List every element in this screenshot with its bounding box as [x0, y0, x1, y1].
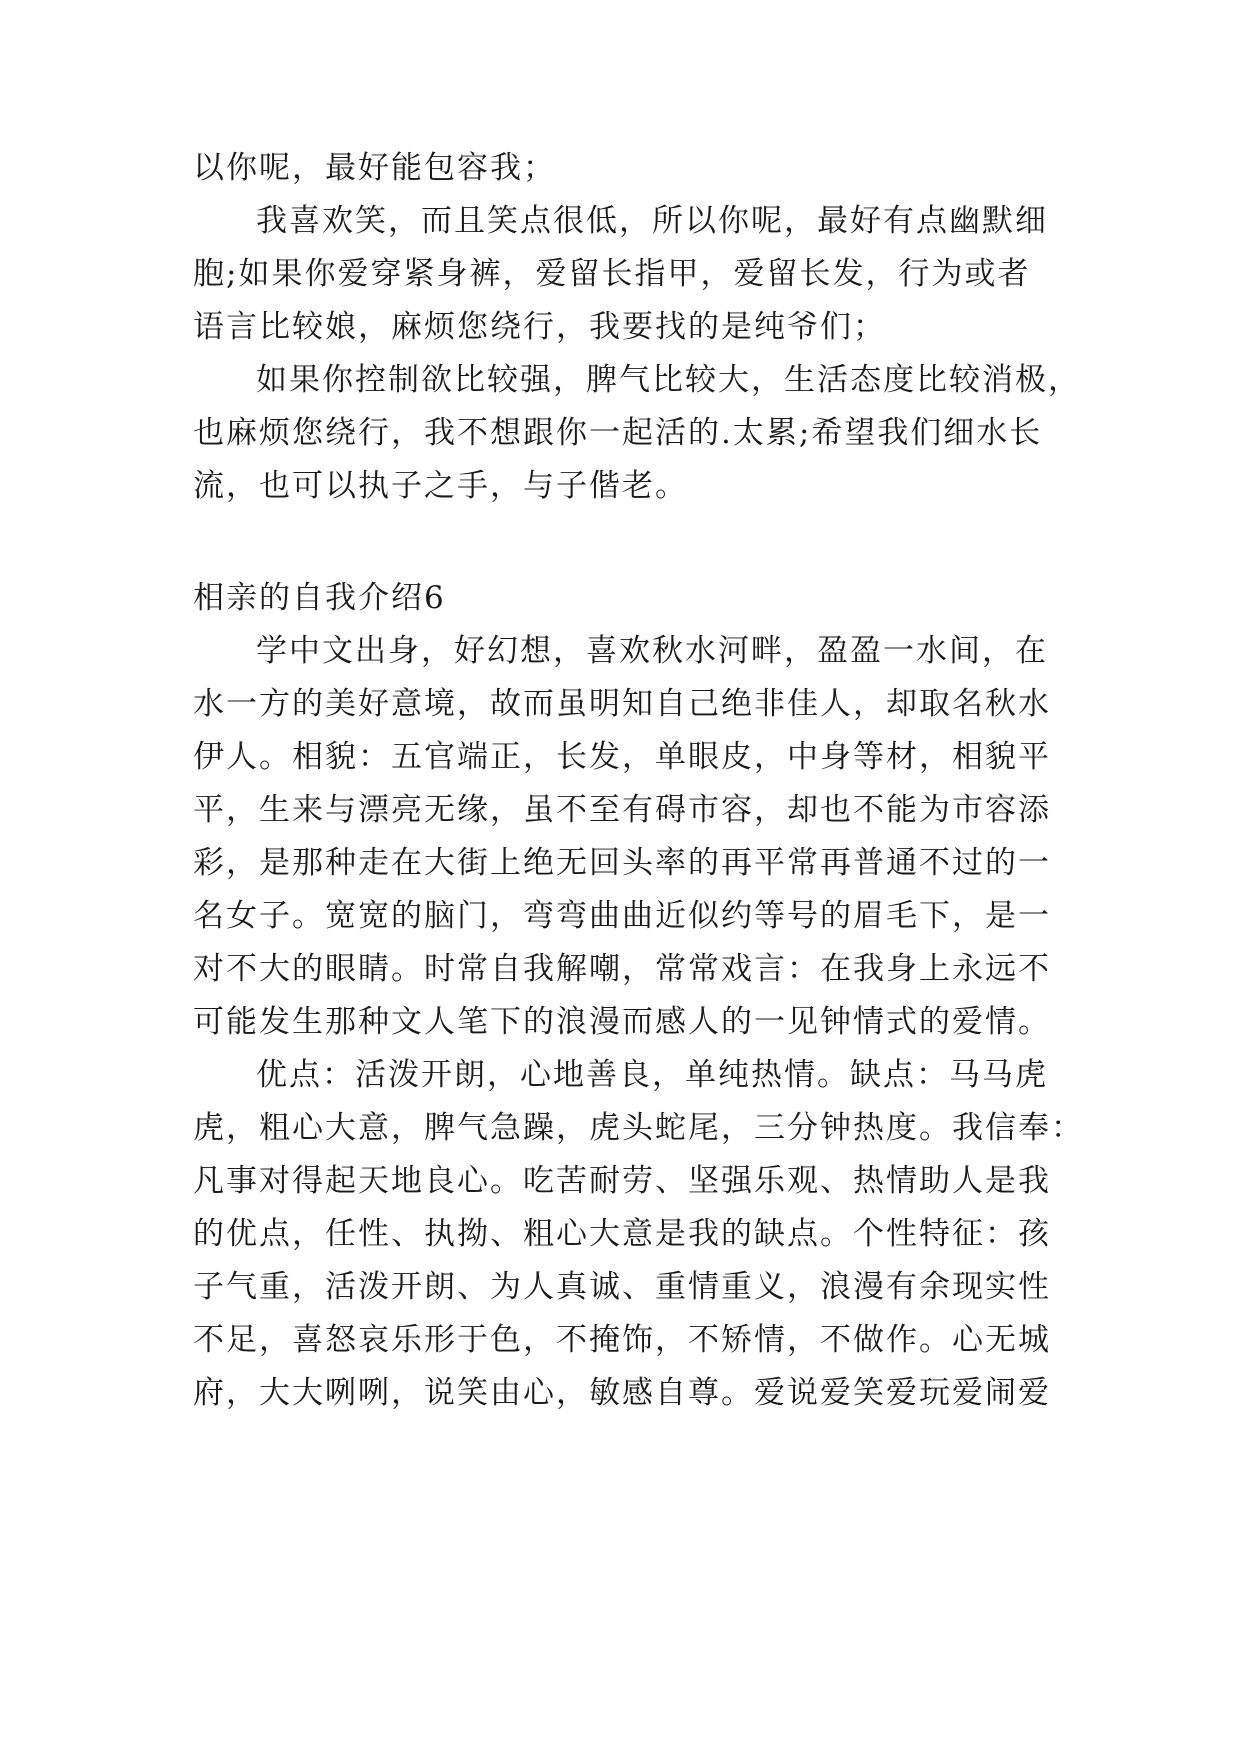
- paragraph-line: 如果你控制欲比较强，脾气比较大，生活态度比较消极，: [256, 362, 1081, 398]
- paragraph-line: 优点：活泼开朗，心地善良，单纯热情。缺点：马马虎: [256, 1057, 1048, 1093]
- text-line: 流，也可以执子之手，与子偕老。: [193, 468, 688, 504]
- text-line: 府，大大咧咧，说笑由心，敏感自尊。爱说爱笑爱玩爱闹爱: [193, 1375, 1051, 1411]
- text-line: 也麻烦您绕行，我不想跟你一起活的.太累;希望我们细水长: [193, 415, 1043, 451]
- text-line: 不足，喜怒哀乐形于色，不掩饰，不矫情，不做作。心无城: [193, 1322, 1051, 1358]
- text-line: 以你呢，最好能包容我；: [193, 150, 556, 186]
- text-line: 子气重，活泼开朗、为人真诚、重情重义，浪漫有余现实性: [193, 1269, 1051, 1305]
- paragraph-line: 我喜欢笑，而且笑点很低，所以你呢，最好有点幽默细: [256, 203, 1048, 239]
- text-line: 名女子。宽宽的脑门，弯弯曲曲近似约等号的眉毛下，是一: [193, 898, 1051, 934]
- text-line: 水一方的美好意境，故而虽明知自己绝非佳人，却取名秋水: [193, 686, 1051, 722]
- text-line: 胞;如果你爱穿紧身裤，爱留长指甲，爱留长发，行为或者: [193, 256, 1031, 292]
- text-line: 可能发生那种文人笔下的浪漫而感人的一见钟情式的爱情。: [193, 1004, 1051, 1040]
- paragraph-line: 学中文出身，好幻想，喜欢秋水河畔，盈盈一水间，在: [256, 633, 1048, 669]
- text-line: 彩，是那种走在大街上绝无回头率的再平常再普通不过的一: [193, 845, 1051, 881]
- text-line: 虎，粗心大意，脾气急躁，虎头蛇尾，三分钟热度。我信奉：: [193, 1110, 1084, 1146]
- text-line: 对不大的眼睛。时常自我解嘲，常常戏言：在我身上永远不: [193, 951, 1051, 987]
- text-line: 凡事对得起天地良心。吃苦耐劳、坚强乐观、热情助人是我: [193, 1163, 1051, 1199]
- text-line: 平，生来与漂亮无缘，虽不至有碍市容，却也不能为市容添: [193, 792, 1051, 828]
- text-line: 伊人。相貌：五官端正，长发，单眼皮，中身等材，相貌平: [193, 739, 1051, 775]
- text-line: 语言比较娘，麻烦您绕行，我要找的是纯爷们；: [193, 309, 886, 345]
- text-line: 的优点，任性、执拗、粗心大意是我的缺点。个性特征：孩: [193, 1216, 1051, 1252]
- section-title: 相亲的自我介绍6: [193, 580, 446, 616]
